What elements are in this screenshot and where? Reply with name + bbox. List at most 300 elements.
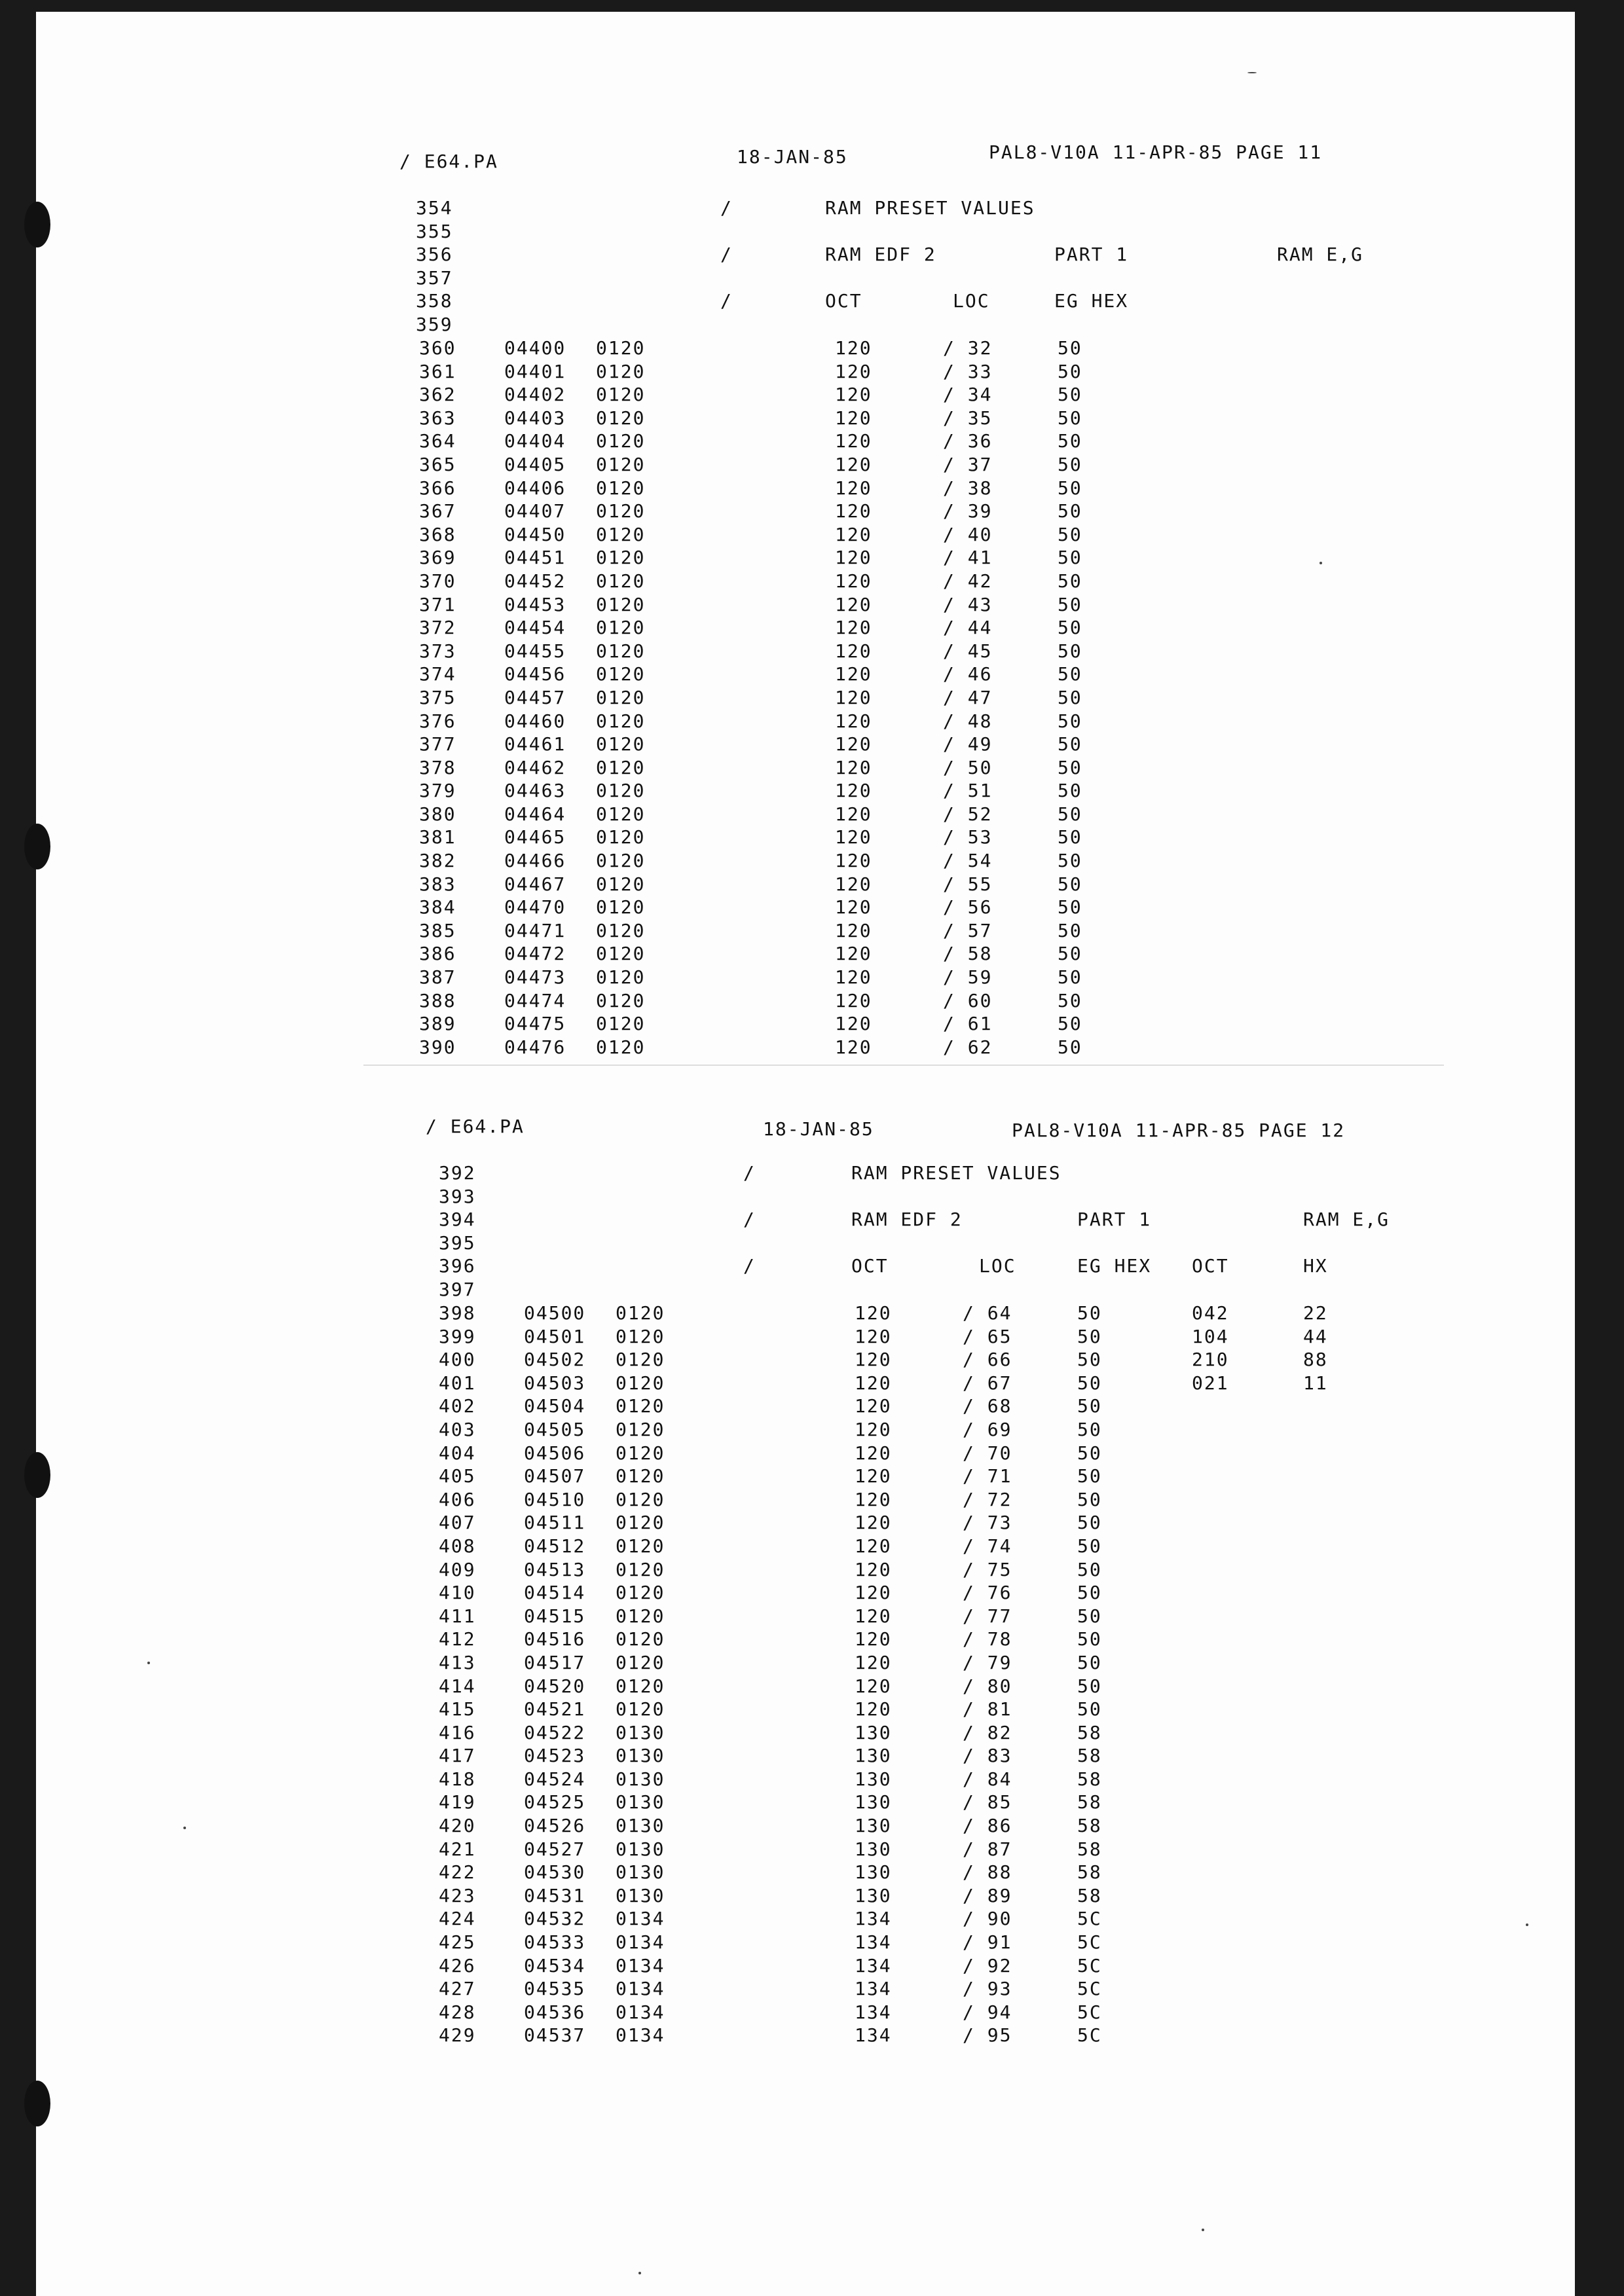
memory-value: 0120 bbox=[596, 803, 646, 825]
memory-address: 04476 bbox=[504, 1036, 566, 1058]
memory-value: 0120 bbox=[596, 500, 646, 522]
memory-value: 0120 bbox=[616, 1675, 665, 1697]
hex-value-2: 11 bbox=[1303, 1372, 1328, 1394]
location-comment: / 88 bbox=[963, 1861, 1012, 1884]
octal-value: 130 bbox=[855, 1884, 892, 1906]
octal-value: 120 bbox=[835, 710, 872, 732]
memory-value: 0134 bbox=[616, 1954, 665, 1977]
memory-value: 0120 bbox=[616, 1349, 665, 1371]
line-number: 418 bbox=[439, 1768, 476, 1790]
listing-line bbox=[439, 1535, 1552, 1558]
hex-value-2: 44 bbox=[1303, 1325, 1328, 1347]
listing-line bbox=[419, 360, 1467, 384]
octal-value: 134 bbox=[855, 1954, 892, 1977]
line-number: 365 bbox=[419, 453, 456, 475]
listing-line bbox=[439, 1254, 1552, 1278]
memory-address: 04501 bbox=[524, 1325, 586, 1347]
hex-value: 58 bbox=[1077, 1791, 1102, 1813]
line-number: 382 bbox=[419, 850, 456, 872]
memory-address: 04451 bbox=[504, 547, 566, 569]
octal-value: 120 bbox=[835, 523, 872, 545]
line-number: 356 bbox=[416, 244, 453, 266]
line-number: 424 bbox=[439, 1908, 476, 1930]
hex-value: 50 bbox=[1077, 1512, 1102, 1534]
octal-value: 120 bbox=[835, 384, 872, 406]
location-comment: / 94 bbox=[963, 2001, 1012, 2023]
memory-value: 0120 bbox=[596, 617, 646, 639]
memory-value: 0120 bbox=[596, 966, 646, 989]
memory-address: 04532 bbox=[524, 1908, 586, 1930]
memory-value: 0120 bbox=[596, 756, 646, 778]
memory-value: 0120 bbox=[616, 1418, 665, 1440]
hex-value: 50 bbox=[1077, 1325, 1102, 1347]
hex-value: 58 bbox=[1077, 1838, 1102, 1860]
memory-address: 04505 bbox=[524, 1418, 586, 1440]
memory-value: 0120 bbox=[596, 919, 646, 941]
line-number: 412 bbox=[439, 1628, 476, 1650]
memory-address: 04531 bbox=[524, 1884, 586, 1906]
line-number: 362 bbox=[419, 384, 456, 406]
hex-value: 50 bbox=[1077, 1349, 1102, 1371]
paper-speck bbox=[1526, 1923, 1528, 1926]
memory-address: 04450 bbox=[504, 523, 566, 545]
hex-value: 50 bbox=[1077, 1418, 1102, 1440]
listing-line bbox=[439, 1698, 1552, 1721]
comment-column: RAM E,G bbox=[1277, 244, 1364, 266]
line-number: 386 bbox=[419, 943, 456, 965]
memory-address: 04462 bbox=[504, 756, 566, 778]
octal-value: 120 bbox=[835, 896, 872, 919]
line-number: 408 bbox=[439, 1535, 476, 1557]
location-comment: / 69 bbox=[963, 1418, 1012, 1440]
tear-edge bbox=[363, 1065, 1444, 1066]
line-number: 411 bbox=[439, 1605, 476, 1627]
memory-address: 04456 bbox=[504, 663, 566, 685]
listing-line bbox=[439, 1418, 1552, 1442]
hex-value: 50 bbox=[1077, 1395, 1102, 1417]
memory-value: 0134 bbox=[616, 1931, 665, 1954]
location-comment: / 65 bbox=[963, 1325, 1012, 1347]
location-comment: / 73 bbox=[963, 1512, 1012, 1534]
line-number: 383 bbox=[419, 873, 456, 895]
hex-value: 5C bbox=[1077, 1954, 1102, 1977]
memory-address: 04507 bbox=[524, 1465, 586, 1487]
listing-line bbox=[439, 1884, 1552, 1908]
memory-address: 04513 bbox=[524, 1558, 586, 1580]
location-comment: / 70 bbox=[963, 1442, 1012, 1464]
comment-column: EG HEX bbox=[1054, 290, 1129, 312]
octal-value: 120 bbox=[835, 943, 872, 965]
listing-line bbox=[419, 686, 1467, 710]
line-number: 367 bbox=[419, 500, 456, 522]
octal-value: 120 bbox=[835, 780, 872, 802]
memory-address: 04535 bbox=[524, 1978, 586, 2000]
memory-address: 04502 bbox=[524, 1349, 586, 1371]
memory-address: 04452 bbox=[504, 570, 566, 592]
hex-value: 58 bbox=[1077, 1721, 1102, 1743]
location-comment: / 55 bbox=[943, 873, 993, 895]
listing-line bbox=[439, 1768, 1552, 1791]
octal-value: 120 bbox=[835, 453, 872, 475]
octal-value: 120 bbox=[835, 919, 872, 941]
memory-value: 0130 bbox=[616, 1768, 665, 1790]
memory-value: 0120 bbox=[596, 663, 646, 685]
memory-value: 0120 bbox=[616, 1395, 665, 1417]
octal-value-2: 021 bbox=[1192, 1372, 1229, 1394]
listing-line bbox=[439, 2001, 1552, 2024]
line-number: 371 bbox=[419, 593, 456, 615]
octal-value: 134 bbox=[855, 1908, 892, 1930]
listing-line bbox=[419, 593, 1467, 617]
location-comment: / 32 bbox=[943, 337, 993, 359]
memory-value: 0134 bbox=[616, 1978, 665, 2000]
listing-line bbox=[416, 266, 1464, 290]
listing-line bbox=[439, 1861, 1552, 1884]
hex-value: 50 bbox=[1058, 430, 1082, 452]
octal-value: 120 bbox=[855, 1465, 892, 1487]
hex-value: 5C bbox=[1077, 1908, 1102, 1930]
line-number: 395 bbox=[439, 1231, 476, 1254]
listing-page-12 bbox=[36, 1085, 1575, 2133]
hex-value: 50 bbox=[1077, 1698, 1102, 1721]
hex-value: 50 bbox=[1058, 593, 1082, 615]
listing-line bbox=[419, 849, 1467, 873]
memory-value: 0120 bbox=[616, 1372, 665, 1394]
hex-value: 50 bbox=[1058, 337, 1082, 359]
memory-address: 04521 bbox=[524, 1698, 586, 1721]
memory-address: 04534 bbox=[524, 1954, 586, 1977]
octal-value: 120 bbox=[835, 477, 872, 499]
listing-line bbox=[439, 1977, 1552, 2001]
line-number: 407 bbox=[439, 1512, 476, 1534]
line-number: 392 bbox=[439, 1162, 476, 1184]
location-comment: / 48 bbox=[943, 710, 993, 732]
line-number: 421 bbox=[439, 1838, 476, 1860]
location-comment: / 89 bbox=[963, 1884, 1012, 1906]
octal-value: 134 bbox=[855, 2024, 892, 2047]
comment-slash: / bbox=[720, 290, 733, 312]
hex-value: 50 bbox=[1058, 523, 1082, 545]
listing-line bbox=[419, 640, 1467, 663]
location-comment: / 61 bbox=[943, 1013, 993, 1035]
line-number: 376 bbox=[419, 710, 456, 732]
memory-value: 0120 bbox=[596, 360, 646, 382]
listing-page-11 bbox=[36, 12, 1575, 1059]
location-comment: / 41 bbox=[943, 547, 993, 569]
hex-value: 50 bbox=[1058, 453, 1082, 475]
location-comment: / 38 bbox=[943, 477, 993, 499]
listing-line bbox=[419, 710, 1467, 733]
memory-address: 04527 bbox=[524, 1838, 586, 1860]
memory-value: 0120 bbox=[596, 384, 646, 406]
listing-line bbox=[439, 1651, 1552, 1675]
location-comment: / 44 bbox=[943, 617, 993, 639]
memory-address: 04463 bbox=[504, 780, 566, 802]
line-number: 380 bbox=[419, 803, 456, 825]
listing-line bbox=[439, 1488, 1552, 1512]
location-comment: / 60 bbox=[943, 989, 993, 1011]
memory-value: 0120 bbox=[596, 873, 646, 895]
memory-value: 0120 bbox=[616, 1512, 665, 1534]
line-number: 359 bbox=[416, 313, 453, 335]
line-number: 422 bbox=[439, 1861, 476, 1884]
location-comment: / 87 bbox=[963, 1838, 1012, 1860]
line-number: 429 bbox=[439, 2024, 476, 2047]
memory-address: 04503 bbox=[524, 1372, 586, 1394]
memory-address: 04530 bbox=[524, 1861, 586, 1884]
line-number: 364 bbox=[419, 430, 456, 452]
line-number: 357 bbox=[416, 266, 453, 289]
listing-line bbox=[439, 1814, 1552, 1838]
memory-address: 04517 bbox=[524, 1651, 586, 1673]
page-header-file: / E64.PA bbox=[399, 151, 498, 172]
hex-value: 50 bbox=[1058, 640, 1082, 662]
listing-line bbox=[439, 1744, 1552, 1768]
location-comment: / 42 bbox=[943, 570, 993, 592]
octal-value: 130 bbox=[855, 1838, 892, 1860]
listing-line bbox=[419, 523, 1467, 547]
memory-address: 04455 bbox=[504, 640, 566, 662]
page-header-assembler: PAL8-V10A 11-APR-85 PAGE 12 bbox=[1012, 1120, 1346, 1141]
paper-speck bbox=[1202, 2229, 1204, 2231]
memory-address: 04510 bbox=[524, 1488, 586, 1510]
octal-value: 120 bbox=[855, 1395, 892, 1417]
listing-line bbox=[439, 1558, 1552, 1582]
line-number: 370 bbox=[419, 570, 456, 592]
comment-column: PART 1 bbox=[1077, 1209, 1152, 1231]
listing-line bbox=[419, 803, 1467, 826]
listing-line bbox=[439, 1302, 1552, 1325]
octal-value: 130 bbox=[855, 1815, 892, 1837]
memory-value: 0120 bbox=[596, 896, 646, 919]
line-number: 369 bbox=[419, 547, 456, 569]
location-comment: / 52 bbox=[943, 803, 993, 825]
memory-value: 0120 bbox=[616, 1488, 665, 1510]
line-number: 401 bbox=[439, 1372, 476, 1394]
memory-address: 04523 bbox=[524, 1745, 586, 1767]
memory-address: 04511 bbox=[524, 1512, 586, 1534]
listing-line bbox=[439, 1511, 1552, 1535]
memory-address: 04465 bbox=[504, 826, 566, 848]
octal-value: 120 bbox=[835, 850, 872, 872]
octal-value: 130 bbox=[855, 1791, 892, 1813]
memory-value: 0120 bbox=[596, 989, 646, 1011]
line-number: 373 bbox=[419, 640, 456, 662]
location-comment: / 83 bbox=[963, 1745, 1012, 1767]
listing-line bbox=[439, 1465, 1552, 1488]
octal-value: 130 bbox=[855, 1721, 892, 1743]
listing-line bbox=[419, 942, 1467, 966]
location-comment: / 34 bbox=[943, 384, 993, 406]
line-number: 405 bbox=[439, 1465, 476, 1487]
line-number: 414 bbox=[439, 1675, 476, 1697]
memory-value: 0130 bbox=[616, 1745, 665, 1767]
line-number: 400 bbox=[439, 1349, 476, 1371]
hex-value: 50 bbox=[1058, 1036, 1082, 1058]
line-number: 428 bbox=[439, 2001, 476, 2023]
memory-value: 0120 bbox=[596, 453, 646, 475]
listing-line bbox=[439, 1791, 1552, 1814]
line-number: 368 bbox=[419, 523, 456, 545]
memory-address: 04405 bbox=[504, 453, 566, 475]
hex-value: 50 bbox=[1077, 1302, 1102, 1324]
memory-value: 0120 bbox=[596, 733, 646, 756]
hex-value: 5C bbox=[1077, 2024, 1102, 2047]
location-comment: / 76 bbox=[963, 1582, 1012, 1604]
listing-line bbox=[416, 243, 1464, 266]
location-comment: / 82 bbox=[963, 1721, 1012, 1743]
location-comment: / 67 bbox=[963, 1372, 1012, 1394]
page-header-assembler: PAL8-V10A 11-APR-85 PAGE 11 bbox=[989, 141, 1323, 163]
line-number: 360 bbox=[419, 337, 456, 359]
octal-value: 120 bbox=[855, 1651, 892, 1673]
listing-line bbox=[419, 919, 1467, 943]
location-comment: / 51 bbox=[943, 780, 993, 802]
memory-address: 04525 bbox=[524, 1791, 586, 1813]
octal-value: 120 bbox=[855, 1535, 892, 1557]
octal-value: 120 bbox=[855, 1325, 892, 1347]
memory-address: 04402 bbox=[504, 384, 566, 406]
line-number: 354 bbox=[416, 197, 453, 219]
listing-line bbox=[419, 500, 1467, 523]
line-number: 399 bbox=[439, 1325, 476, 1347]
location-comment: / 50 bbox=[943, 756, 993, 778]
hex-value: 50 bbox=[1058, 617, 1082, 639]
hex-value: 50 bbox=[1058, 756, 1082, 778]
listing-header-rows bbox=[439, 1161, 1552, 1302]
octal-value: 120 bbox=[855, 1582, 892, 1604]
line-number: 402 bbox=[439, 1395, 476, 1417]
line-number: 358 bbox=[416, 290, 453, 312]
octal-value: 134 bbox=[855, 1978, 892, 2000]
memory-value: 0120 bbox=[596, 1013, 646, 1035]
paper-speck bbox=[147, 1662, 150, 1664]
location-comment: / 74 bbox=[963, 1535, 1012, 1557]
location-comment: / 85 bbox=[963, 1791, 1012, 1813]
paper-speck bbox=[1247, 72, 1257, 73]
memory-address: 04403 bbox=[504, 407, 566, 429]
listing-line bbox=[439, 1278, 1552, 1302]
octal-value: 120 bbox=[835, 570, 872, 592]
hex-value: 50 bbox=[1058, 407, 1082, 429]
octal-value: 120 bbox=[835, 803, 872, 825]
listing-line bbox=[439, 1628, 1552, 1651]
memory-value: 0120 bbox=[616, 1302, 665, 1324]
line-number: 374 bbox=[419, 663, 456, 685]
location-comment: / 53 bbox=[943, 826, 993, 848]
line-number: 426 bbox=[439, 1954, 476, 1977]
comment-text: RAM EDF 2 bbox=[851, 1209, 963, 1231]
listing-line bbox=[419, 966, 1467, 989]
octal-value: 120 bbox=[855, 1605, 892, 1627]
listing-line bbox=[419, 826, 1467, 849]
comment-slash: / bbox=[743, 1209, 756, 1231]
listing-data-rows bbox=[419, 337, 1467, 1059]
location-comment: / 36 bbox=[943, 430, 993, 452]
octal-value: 120 bbox=[855, 1372, 892, 1394]
memory-address: 04536 bbox=[524, 2001, 586, 2023]
octal-value: 120 bbox=[835, 547, 872, 569]
memory-value: 0130 bbox=[616, 1721, 665, 1743]
listing-line bbox=[419, 407, 1467, 430]
location-comment: / 62 bbox=[943, 1036, 993, 1058]
hex-value: 50 bbox=[1058, 733, 1082, 756]
octal-value-2: 104 bbox=[1192, 1325, 1229, 1347]
comment-text: OCT bbox=[851, 1255, 889, 1277]
listing-line bbox=[416, 289, 1464, 313]
location-comment: / 46 bbox=[943, 663, 993, 685]
memory-value: 0120 bbox=[616, 1651, 665, 1673]
octal-value: 130 bbox=[855, 1861, 892, 1884]
hex-value: 50 bbox=[1058, 966, 1082, 989]
hex-value: 58 bbox=[1077, 1861, 1102, 1884]
memory-value: 0120 bbox=[596, 477, 646, 499]
line-number: 410 bbox=[439, 1582, 476, 1604]
line-number: 390 bbox=[419, 1036, 456, 1058]
comment-slash: / bbox=[720, 244, 733, 266]
listing-line bbox=[419, 779, 1467, 803]
memory-address: 04500 bbox=[524, 1302, 586, 1324]
octal-value: 120 bbox=[835, 826, 872, 848]
hex-value: 50 bbox=[1058, 919, 1082, 941]
location-comment: / 78 bbox=[963, 1628, 1012, 1650]
listing-line bbox=[439, 1954, 1552, 1978]
listing-line bbox=[419, 896, 1467, 919]
line-number: 397 bbox=[439, 1278, 476, 1300]
line-number: 406 bbox=[439, 1488, 476, 1510]
memory-address: 04537 bbox=[524, 2024, 586, 2047]
memory-value: 0120 bbox=[596, 780, 646, 802]
octal-value: 120 bbox=[835, 407, 872, 429]
octal-value: 120 bbox=[835, 593, 872, 615]
octal-value: 120 bbox=[855, 1488, 892, 1510]
octal-value: 120 bbox=[835, 1036, 872, 1058]
location-comment: / 54 bbox=[943, 850, 993, 872]
hex-value: 50 bbox=[1058, 989, 1082, 1011]
memory-address: 04512 bbox=[524, 1535, 586, 1557]
location-comment: / 72 bbox=[963, 1488, 1012, 1510]
listing-line bbox=[419, 546, 1467, 570]
octal-value: 120 bbox=[835, 966, 872, 989]
hex-value: 50 bbox=[1058, 850, 1082, 872]
listing-line bbox=[416, 196, 1464, 220]
memory-value: 0130 bbox=[616, 1861, 665, 1884]
listing-line bbox=[439, 1442, 1552, 1465]
line-number: 427 bbox=[439, 1978, 476, 2000]
location-comment: / 58 bbox=[943, 943, 993, 965]
octal-value: 120 bbox=[855, 1512, 892, 1534]
location-comment: / 91 bbox=[963, 1931, 1012, 1954]
memory-value: 0120 bbox=[616, 1628, 665, 1650]
line-number: 379 bbox=[419, 780, 456, 802]
line-number: 425 bbox=[439, 1931, 476, 1954]
listing-line bbox=[439, 1838, 1552, 1861]
memory-value: 0120 bbox=[616, 1442, 665, 1464]
hex-value: 50 bbox=[1058, 570, 1082, 592]
hex-value: 50 bbox=[1058, 826, 1082, 848]
listing-line bbox=[419, 616, 1467, 640]
comment-slash: / bbox=[743, 1255, 756, 1277]
octal-value: 120 bbox=[835, 640, 872, 662]
hex-value: 50 bbox=[1058, 477, 1082, 499]
octal-value: 120 bbox=[835, 337, 872, 359]
location-comment: / 56 bbox=[943, 896, 993, 919]
line-number: 385 bbox=[419, 919, 456, 941]
location-comment: / 95 bbox=[963, 2024, 1012, 2047]
location-comment: / 86 bbox=[963, 1815, 1012, 1837]
listing-line bbox=[419, 453, 1467, 477]
page-header-date: 18-JAN-85 bbox=[737, 146, 848, 168]
